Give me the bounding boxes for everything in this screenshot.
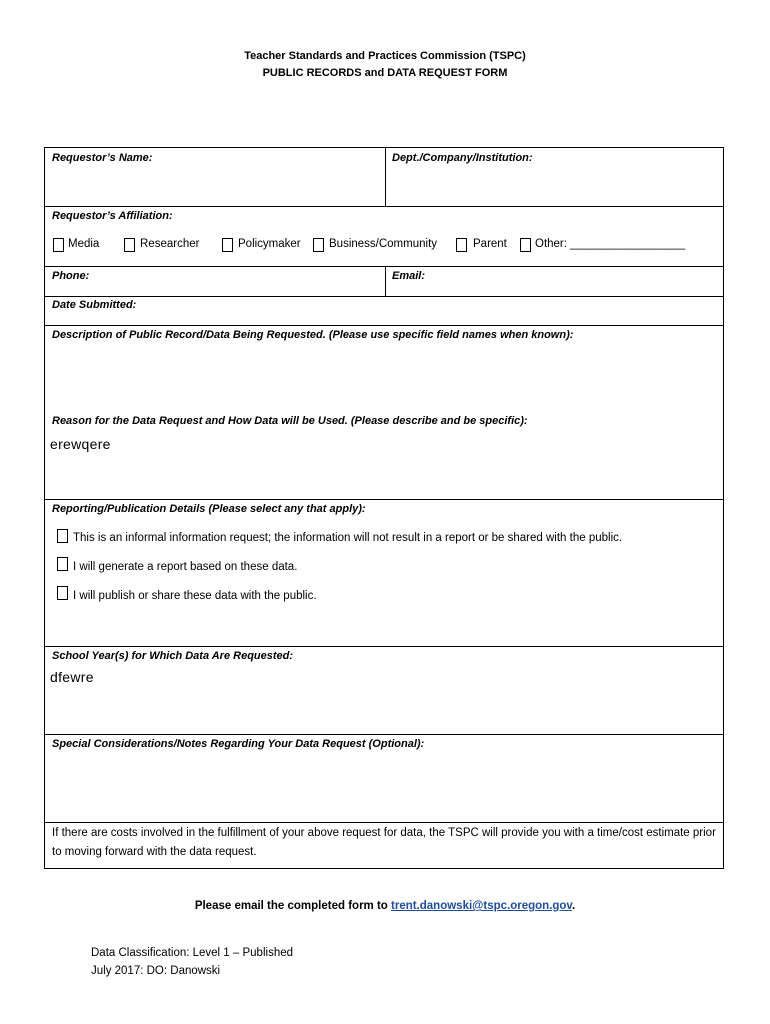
cost-note: If there are costs involved in the fulfillment of your above request for data, the TSPC will provide you with a time/cost estimate prior to moving forward with the data request. (52, 827, 716, 858)
policymaker-option-label: Policymaker (238, 238, 301, 250)
business-community-checkbox[interactable] (313, 238, 324, 252)
reason-field[interactable]: erewqere (50, 436, 111, 452)
other-option-label: Other: __________________ (535, 238, 686, 250)
request-form (44, 147, 724, 869)
date-submitted-label: Date Submitted: (52, 299, 137, 311)
reporting-label: Reporting/Publication Details (Please select any that apply): (52, 503, 366, 515)
revision-date: July 2017: DO: Danowski (91, 965, 221, 977)
school-year-row (45, 647, 723, 735)
form-title: PUBLIC RECORDS and DATA REQUEST FORM (262, 67, 508, 79)
generate-report-label: I will generate a report based on these data. (73, 561, 298, 573)
column-divider (385, 267, 386, 296)
researcher-option-label: Researcher (140, 238, 200, 250)
email-instruction-prefix: Please email the completed form to (194, 900, 392, 912)
description-reason-row (45, 326, 723, 500)
email-label: Email: (392, 270, 426, 282)
description-label: Description of Public Record/Data Being Requested. (Please use specific field names when known): (52, 329, 574, 341)
policymaker-checkbox[interactable] (222, 238, 233, 252)
media-option-label: Media (68, 238, 100, 250)
agency-title: Teacher Standards and Practices Commission (TSPC) (244, 50, 526, 62)
dept-label: Dept./Company/Institution: (392, 152, 533, 164)
other-checkbox[interactable] (520, 238, 531, 252)
generate-report-checkbox[interactable] (57, 557, 68, 571)
reason-label: Reason for the Data Request and How Data will be Used. (Please describe and be specific): (52, 415, 528, 427)
column-divider (385, 148, 386, 206)
name-dept-row (45, 148, 723, 207)
document-footer (91, 944, 293, 980)
special-considerations-label: Special Considerations/Notes Regarding Your Data Request (Optional): (52, 738, 425, 750)
phone-email-row (45, 267, 723, 297)
parent-checkbox[interactable] (456, 238, 467, 252)
affiliation-row (45, 207, 723, 267)
publish-share-label: I will publish or share these data with the public. (73, 590, 317, 602)
reporting-row (45, 500, 723, 647)
media-checkbox[interactable] (53, 238, 64, 252)
data-classification: Data Classification: Level 1 – Published (91, 947, 294, 959)
informal-request-checkbox[interactable] (57, 529, 68, 543)
requestor-name-label: Requestor’s Name: (52, 152, 153, 164)
email-instruction (0, 900, 770, 912)
school-year-field[interactable]: dfewre (50, 669, 94, 685)
parent-option-label: Parent (473, 238, 507, 250)
email-instruction-suffix: . (571, 900, 576, 912)
researcher-checkbox[interactable] (124, 238, 135, 252)
contact-email-link[interactable]: trent.danowski@tspc.oregon.gov (391, 900, 572, 912)
publish-share-checkbox[interactable] (57, 586, 68, 600)
school-year-label: School Year(s) for Which Data Are Requested: (52, 650, 294, 662)
special-considerations-row (45, 735, 723, 823)
date-row (45, 297, 723, 326)
affiliation-label: Requestor’s Affiliation: (52, 210, 173, 222)
business-community-option-label: Business/Community (329, 238, 438, 250)
phone-label: Phone: (52, 270, 90, 282)
informal-request-label: This is an informal information request; the information will not result in a report or be shared with the public. (73, 532, 623, 544)
form-header (0, 48, 770, 82)
